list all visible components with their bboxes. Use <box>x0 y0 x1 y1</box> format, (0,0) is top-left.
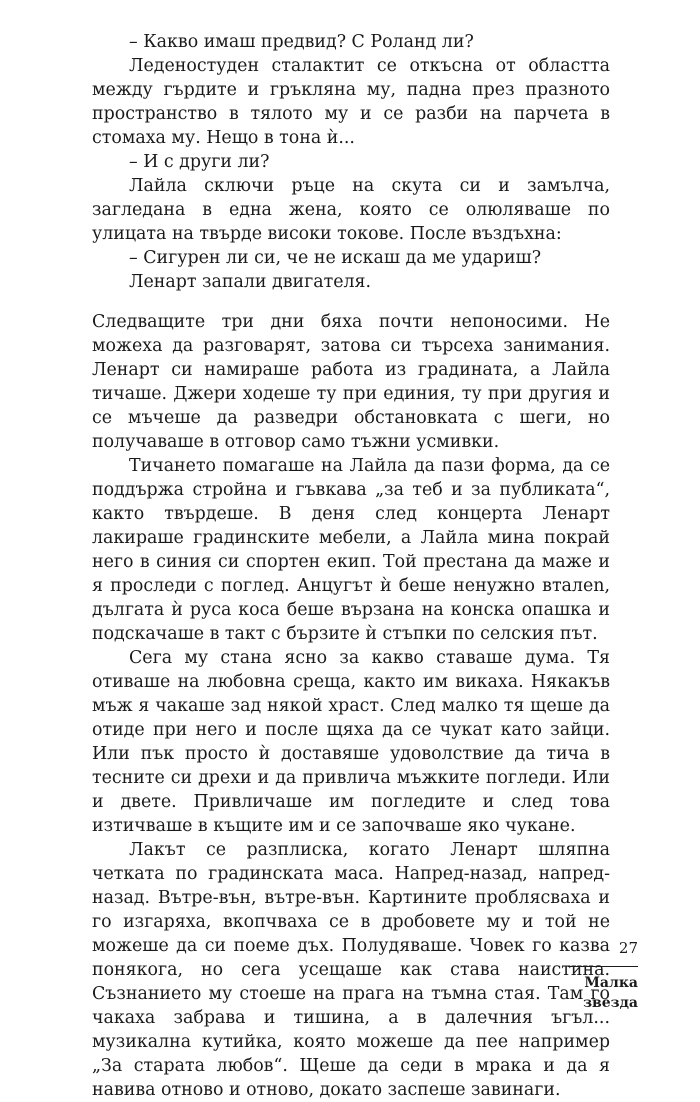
page-number: 27 <box>568 938 638 967</box>
paragraph: – Какво имаш предвид? С Роланд ли? <box>129 32 474 52</box>
running-title: Малка звезда <box>583 975 638 1011</box>
page-footer <box>568 938 638 1013</box>
paragraph: Сега му стана ясно за какво ставаше дума. Тя отиваше на любовна среща, както им викаха. Някакъв мъж я чакаше зад някой храст. След малко тя щеше да отиде при него и после щяха да се чукат като зайци. Или пък просто ѝ доставяше удоволствие да тича в тесните си дрехи и да привлича мъжките погледи. Или и двете. Привличаше им погледите и след това изтичваше в къщите им и се започваше яко чукане. <box>92 648 610 836</box>
paragraph: – Сигурен ли си, че не искаш да ме удариш? <box>129 248 542 268</box>
dialogue-section <box>92 30 610 294</box>
paragraph: Ленарт запали двигателя. <box>129 272 372 292</box>
narrative-section <box>92 310 610 1102</box>
paragraph: Лакът се разплиска, когато Ленарт шляпна четката по градинската маса. Напред-назад, напред-назад. Вътре-вън, вътре-вън. Картините проблясваха и го изгаряха, вкопчваха се в дробовете му и той не можеше да си поеме дъх. Полудяваше. Човек го казва понякога, но сега усещаше как става наистина. Съзнанието му стоеше на прага на тъмна стая. Там го чакаха забрава и тишина, а в далечния ъгъл... музикална кутийка, която можеше да пее например „За старата любов“. Щеше да седи в мрака и да я навива отново и отново, докато заспеше завинаги. <box>92 840 610 1100</box>
paragraph: – И с други ли? <box>129 152 270 172</box>
paragraph: Лайла сключи ръце на скута си и замълча, загледана в една жена, която се олюляваше по улицата на твърде високи токове. После въздъхна: <box>92 176 610 244</box>
paragraph: Леденостуден сталактит се откъсна от областта между гърдите и гръкляна му, падна през празното пространство в тялото му и се разби на парчета в стомаха му. Нещо в тона ѝ... <box>92 56 610 148</box>
paragraph: Тичането помагаше на Лайла да пази форма, да се поддържа стройна и гъвкава „за теб и за публиката“, както твърдеше. В деня след концерта Ленарт лакираше градинските мебели, а Лайла мина покрай него в синия си спортен екип. Той престана да маже и я проследи с поглед. Анцугът ѝ беше ненужно вталеn, дългата ѝ руса коса беше вързана на конска опашка и подскачаше в такт с бързите ѝ стъпки по селския път. <box>92 456 610 644</box>
paragraph: Следващите три дни бяха почти непоносими. Не можеха да разговарят, затова си търсеха занимания. Ленарт си намираше работа из градината, а Лайла тичаше. Джери ходеше ту при единия, ту при другия и се мъчеше да разведри обстановката с шеги, но получаваше в отговор само тъжни усмивки. <box>92 312 610 452</box>
